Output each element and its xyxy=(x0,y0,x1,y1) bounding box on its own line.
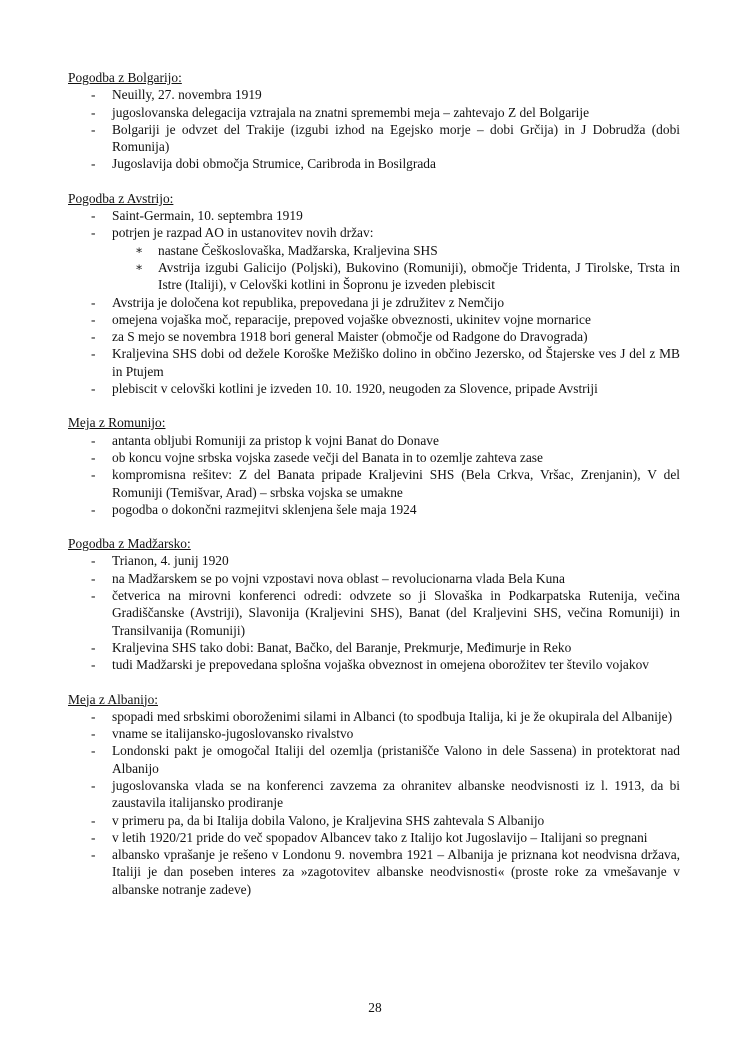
bullet-list xyxy=(68,86,680,172)
list-item xyxy=(68,311,680,328)
list-item-text: albansko vprašanje je rešeno v Londonu 9. novembra 1921 – Albanija je priznana kot neodvisna država, Italiji je dan poseben interes za »zagotovitev albanske neodvisnosti« (proste roke za vmešavanje v albanske notranje zadeve) xyxy=(112,847,680,897)
list-item xyxy=(68,328,680,345)
bullet-list xyxy=(68,552,680,673)
list-item xyxy=(68,570,680,587)
list-item-text: na Madžarskem se po vojni vzpostavi nova oblast – revolucionarna vlada Bela Kuna xyxy=(112,570,565,586)
list-item xyxy=(68,812,680,829)
list-item-text: Bolgariji je odvzet del Trakije (izgubi izhod na Egejsko morje – dobi Grčija) in J Dobrudža (dobi Romunija) xyxy=(112,121,680,155)
list-item-text: Trianon, 4. junij 1920 xyxy=(112,553,229,569)
section xyxy=(68,535,680,673)
list-item xyxy=(68,224,680,293)
list-item-text: Jugoslavija dobi območja Strumice, Caribroda in Bosilgrada xyxy=(112,156,436,172)
list-item xyxy=(68,449,680,466)
section xyxy=(68,414,680,518)
list-item xyxy=(68,725,680,742)
list-item-text: kompromisna rešitev: Z del Banata pripade Kraljevini SHS (Bela Crkva, Vršac, Zrenjanin), V del Romuniji (Temišvar, Arad) – srbska vojska se umakne xyxy=(112,467,680,500)
list-item-text: potrjen je razpad AO in ustanovitev novih držav: xyxy=(112,225,374,241)
list-item-text: Avstrija je določena kot republika, prepovedana ji je združitev z Nemčijo xyxy=(112,294,505,310)
list-item xyxy=(68,587,680,639)
list-item-text: četverica na mirovni konferenci odredi: odvzete so ji Slovaška in Podkarpatska Rutenija, večina Gradiščanske (Avstriji), Slavonija (Kraljevini SHS), Banat (del Kraljevini SHS, večina Romuniji) in Transilvanija (Romuniji) xyxy=(112,588,680,638)
list-item xyxy=(68,155,680,172)
list-item xyxy=(68,380,680,397)
list-item xyxy=(68,466,680,501)
list-item-text: antanta obljubi Romuniji za pristop k vojni Banat do Donave xyxy=(112,432,439,448)
list-item-text: pogodba o dokončni razmejitvi sklenjena šele maja 1924 xyxy=(112,501,417,517)
list-item-text: za S mejo se novembra 1918 bori general Maister (območje od Radgone do Dravograda) xyxy=(112,329,588,345)
list-item xyxy=(68,501,680,518)
document-body xyxy=(68,69,680,915)
section-heading: Pogodba z Bolgarijo: xyxy=(68,70,182,85)
list-item xyxy=(68,829,680,846)
section xyxy=(68,190,680,398)
list-item xyxy=(68,345,680,380)
list-item xyxy=(68,742,680,777)
list-item-text: jugoslovanska delegacija vztrajala na znatni spremembi meja – zahtevajo Z del Bolgarije xyxy=(112,104,590,120)
list-item-text: jugoslovanska vlada se na konferenci zavzema za ohranitev albanske neodvisnosti iz l. 1913, da bi zaustavila italijansko prodiranje xyxy=(112,777,680,811)
section-heading: Meja z Romunijo: xyxy=(68,415,166,431)
section xyxy=(68,69,680,173)
list-item xyxy=(68,639,680,656)
list-item-text: plebiscit v celovški kotlini je izveden 10. 10. 1920, neugoden za Slovence, pripade Avstriji xyxy=(112,381,598,397)
list-item xyxy=(68,86,680,103)
list-item-text: Neuilly, 27. novembra 1919 xyxy=(112,87,262,103)
sub-list-item: ∗ nastane Češkoslovaška, Madžarska, Kraljevina SHS xyxy=(112,242,680,259)
bullet-list xyxy=(68,708,680,898)
list-item-text: Kraljevina SHS dobi od dežele Koroške Mežiško dolino in občino Jezersko, od Štajerske ves J del z MB in Ptujem xyxy=(112,346,680,379)
bullet-list xyxy=(68,432,680,518)
section xyxy=(68,691,680,899)
bullet-list xyxy=(68,207,680,397)
list-item xyxy=(68,104,680,121)
list-item xyxy=(68,552,680,569)
list-item-text: vname se italijansko-jugoslovansko rivalstvo xyxy=(112,726,354,742)
list-item xyxy=(68,294,680,311)
list-item xyxy=(68,656,680,673)
list-item xyxy=(68,708,680,725)
list-item-text: ob koncu vojne srbska vojska zasede večji del Banata in to ozemlje zahteva zase xyxy=(112,449,543,465)
list-item-text: Saint-Germain, 10. septembra 1919 xyxy=(112,208,303,224)
list-item-text: Kraljevina SHS tako dobi: Banat, Bačko, del Baranje, Prekmurje, Međimurje in Reko xyxy=(112,639,572,655)
list-item xyxy=(68,207,680,224)
list-item-text: tudi Madžarski je prepovedana splošna vojaška obveznost in omejena oborožitev ter število vojakov xyxy=(112,657,649,673)
list-item xyxy=(68,846,680,898)
page-number: 28 xyxy=(368,1000,382,1015)
list-item-text: omejena vojaška moč, reparacije, prepoved vojaške obveznosti, ukinitev vojne mornarice xyxy=(112,311,591,327)
list-item-text: spopadi med srbskimi oboroženimi silami in Albanci (to spodbuja Italija, ki je že okupirala del Albanije) xyxy=(112,708,673,724)
section-heading: Meja z Albanijo: xyxy=(68,691,158,707)
section-heading: Pogodba z Avstrijo: xyxy=(68,190,174,206)
list-item-text: v primeru pa, da bi Italija dobila Valono, je Kraljevina SHS zahtevala S Albanijo xyxy=(112,812,545,828)
list-item xyxy=(68,121,680,156)
list-item xyxy=(68,432,680,449)
sub-bullet-list xyxy=(68,242,680,294)
list-item xyxy=(68,777,680,812)
section-heading: Pogodba z Madžarsko: xyxy=(68,536,191,552)
list-item-text: Londonski pakt je omogočal Italiji del ozemlja (pristanišče Valono in dele Sassena) in protektorat nad Albanijo xyxy=(112,743,680,776)
sub-list-item: ∗ Avstrija izgubi Galicijo (Poljski), Bukovino (Romuniji), območje Tridenta, J Tirolske, Trsta in Istre (Italiji), v Celovški kotlini in Šopronu je izveden plebiscit xyxy=(112,259,680,294)
list-item-text: v letih 1920/21 pride do več spopadov Albancev tako z Italijo kot Jugoslavijo – Italijani so pregnani xyxy=(112,829,648,845)
